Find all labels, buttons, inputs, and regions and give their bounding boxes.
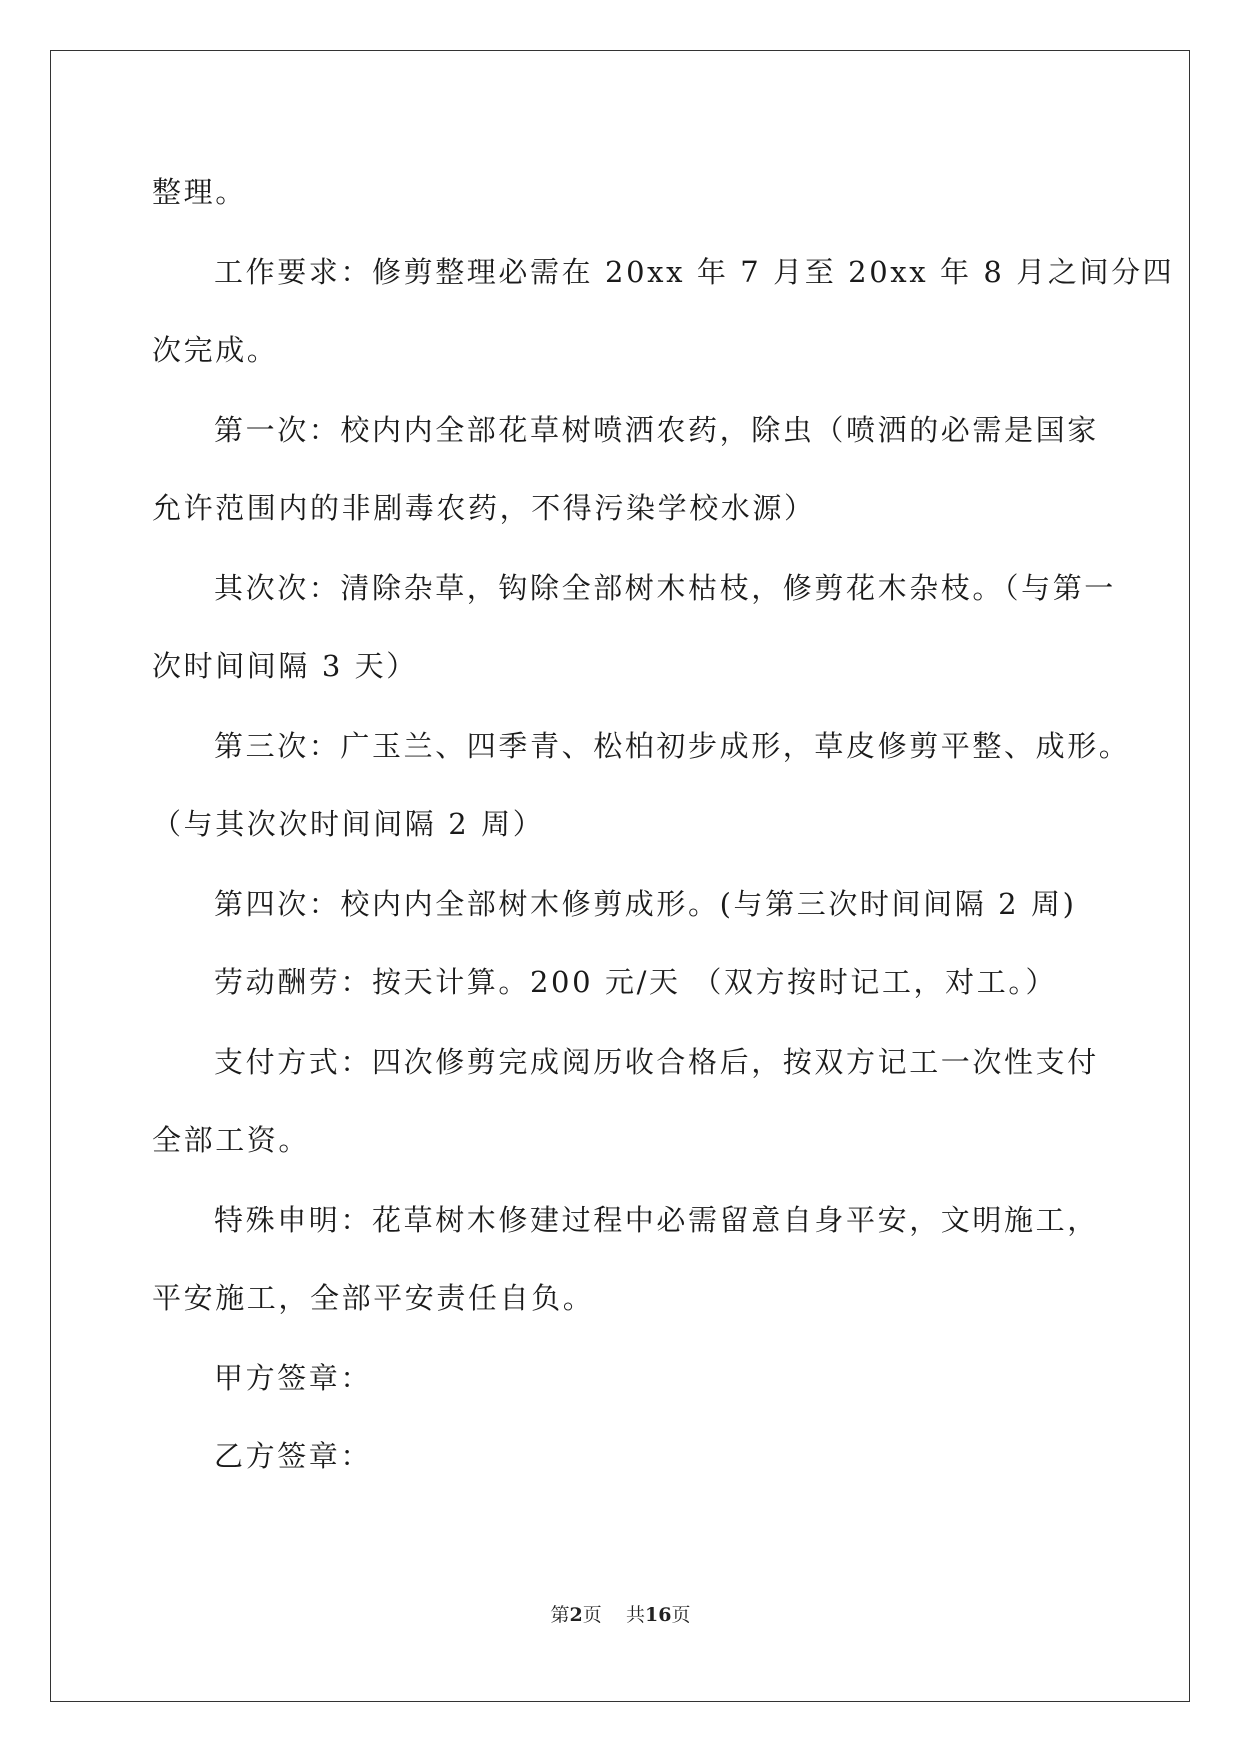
text-line: 全部工资。: [152, 1123, 311, 1157]
paragraph-payment-method: 支付方式：四次修剪完成阅历收合格后，按双方记工一次性支付: [214, 1045, 1099, 1079]
text-line: 次完成。: [152, 333, 279, 367]
text-line: 次时间间隔 3 天）: [152, 649, 418, 683]
page-footer: [0, 1602, 1241, 1628]
paragraph-first-round: 第一次：校内内全部花草树喷洒农药，除虫（喷洒的必需是国家: [214, 413, 1099, 447]
page-number-prefix: 第: [550, 1604, 570, 1626]
text-line: 平安施工，全部平安责任自负。: [152, 1281, 595, 1315]
paragraph-work-requirements: 工作要求：修剪整理必需在 20xx 年 7 月至 20xx 年 8 月之间分四: [214, 255, 1175, 289]
text-line: 整理。: [152, 175, 247, 209]
total-pages-suffix: 页: [671, 1604, 691, 1626]
text-line: （与其次次时间间隔 2 周）: [152, 807, 545, 841]
text-line: 允许范围内的非剧毒农药，不得污染学校水源）: [152, 491, 816, 525]
party-a-signature: 甲方签章：: [214, 1361, 373, 1395]
page-number-suffix: 页: [582, 1604, 602, 1626]
paragraph-fourth-round: 第四次：校内内全部树木修剪成形。(与第三次时间间隔 2 周): [214, 887, 1077, 921]
paragraph-special-statement: 特殊申明：花草树木修建过程中必需留意自身平安，文明施工，: [214, 1203, 1099, 1237]
paragraph-third-round: 第三次：广玉兰、四季青、松柏初步成形，草皮修剪平整、成形。: [214, 729, 1131, 763]
party-b-signature: 乙方签章：: [214, 1439, 373, 1473]
total-pages: 16: [644, 1604, 672, 1626]
page-number: 2: [569, 1604, 583, 1626]
total-pages-prefix: 共: [625, 1604, 645, 1626]
paragraph-second-round: 其次次：清除杂草，钩除全部树木枯枝，修剪花木杂枝。（与第一: [214, 571, 1116, 605]
paragraph-labor-pay: 劳动酬劳：按天计算。200 元/天 （双方按时记工，对工。）: [214, 965, 1058, 999]
